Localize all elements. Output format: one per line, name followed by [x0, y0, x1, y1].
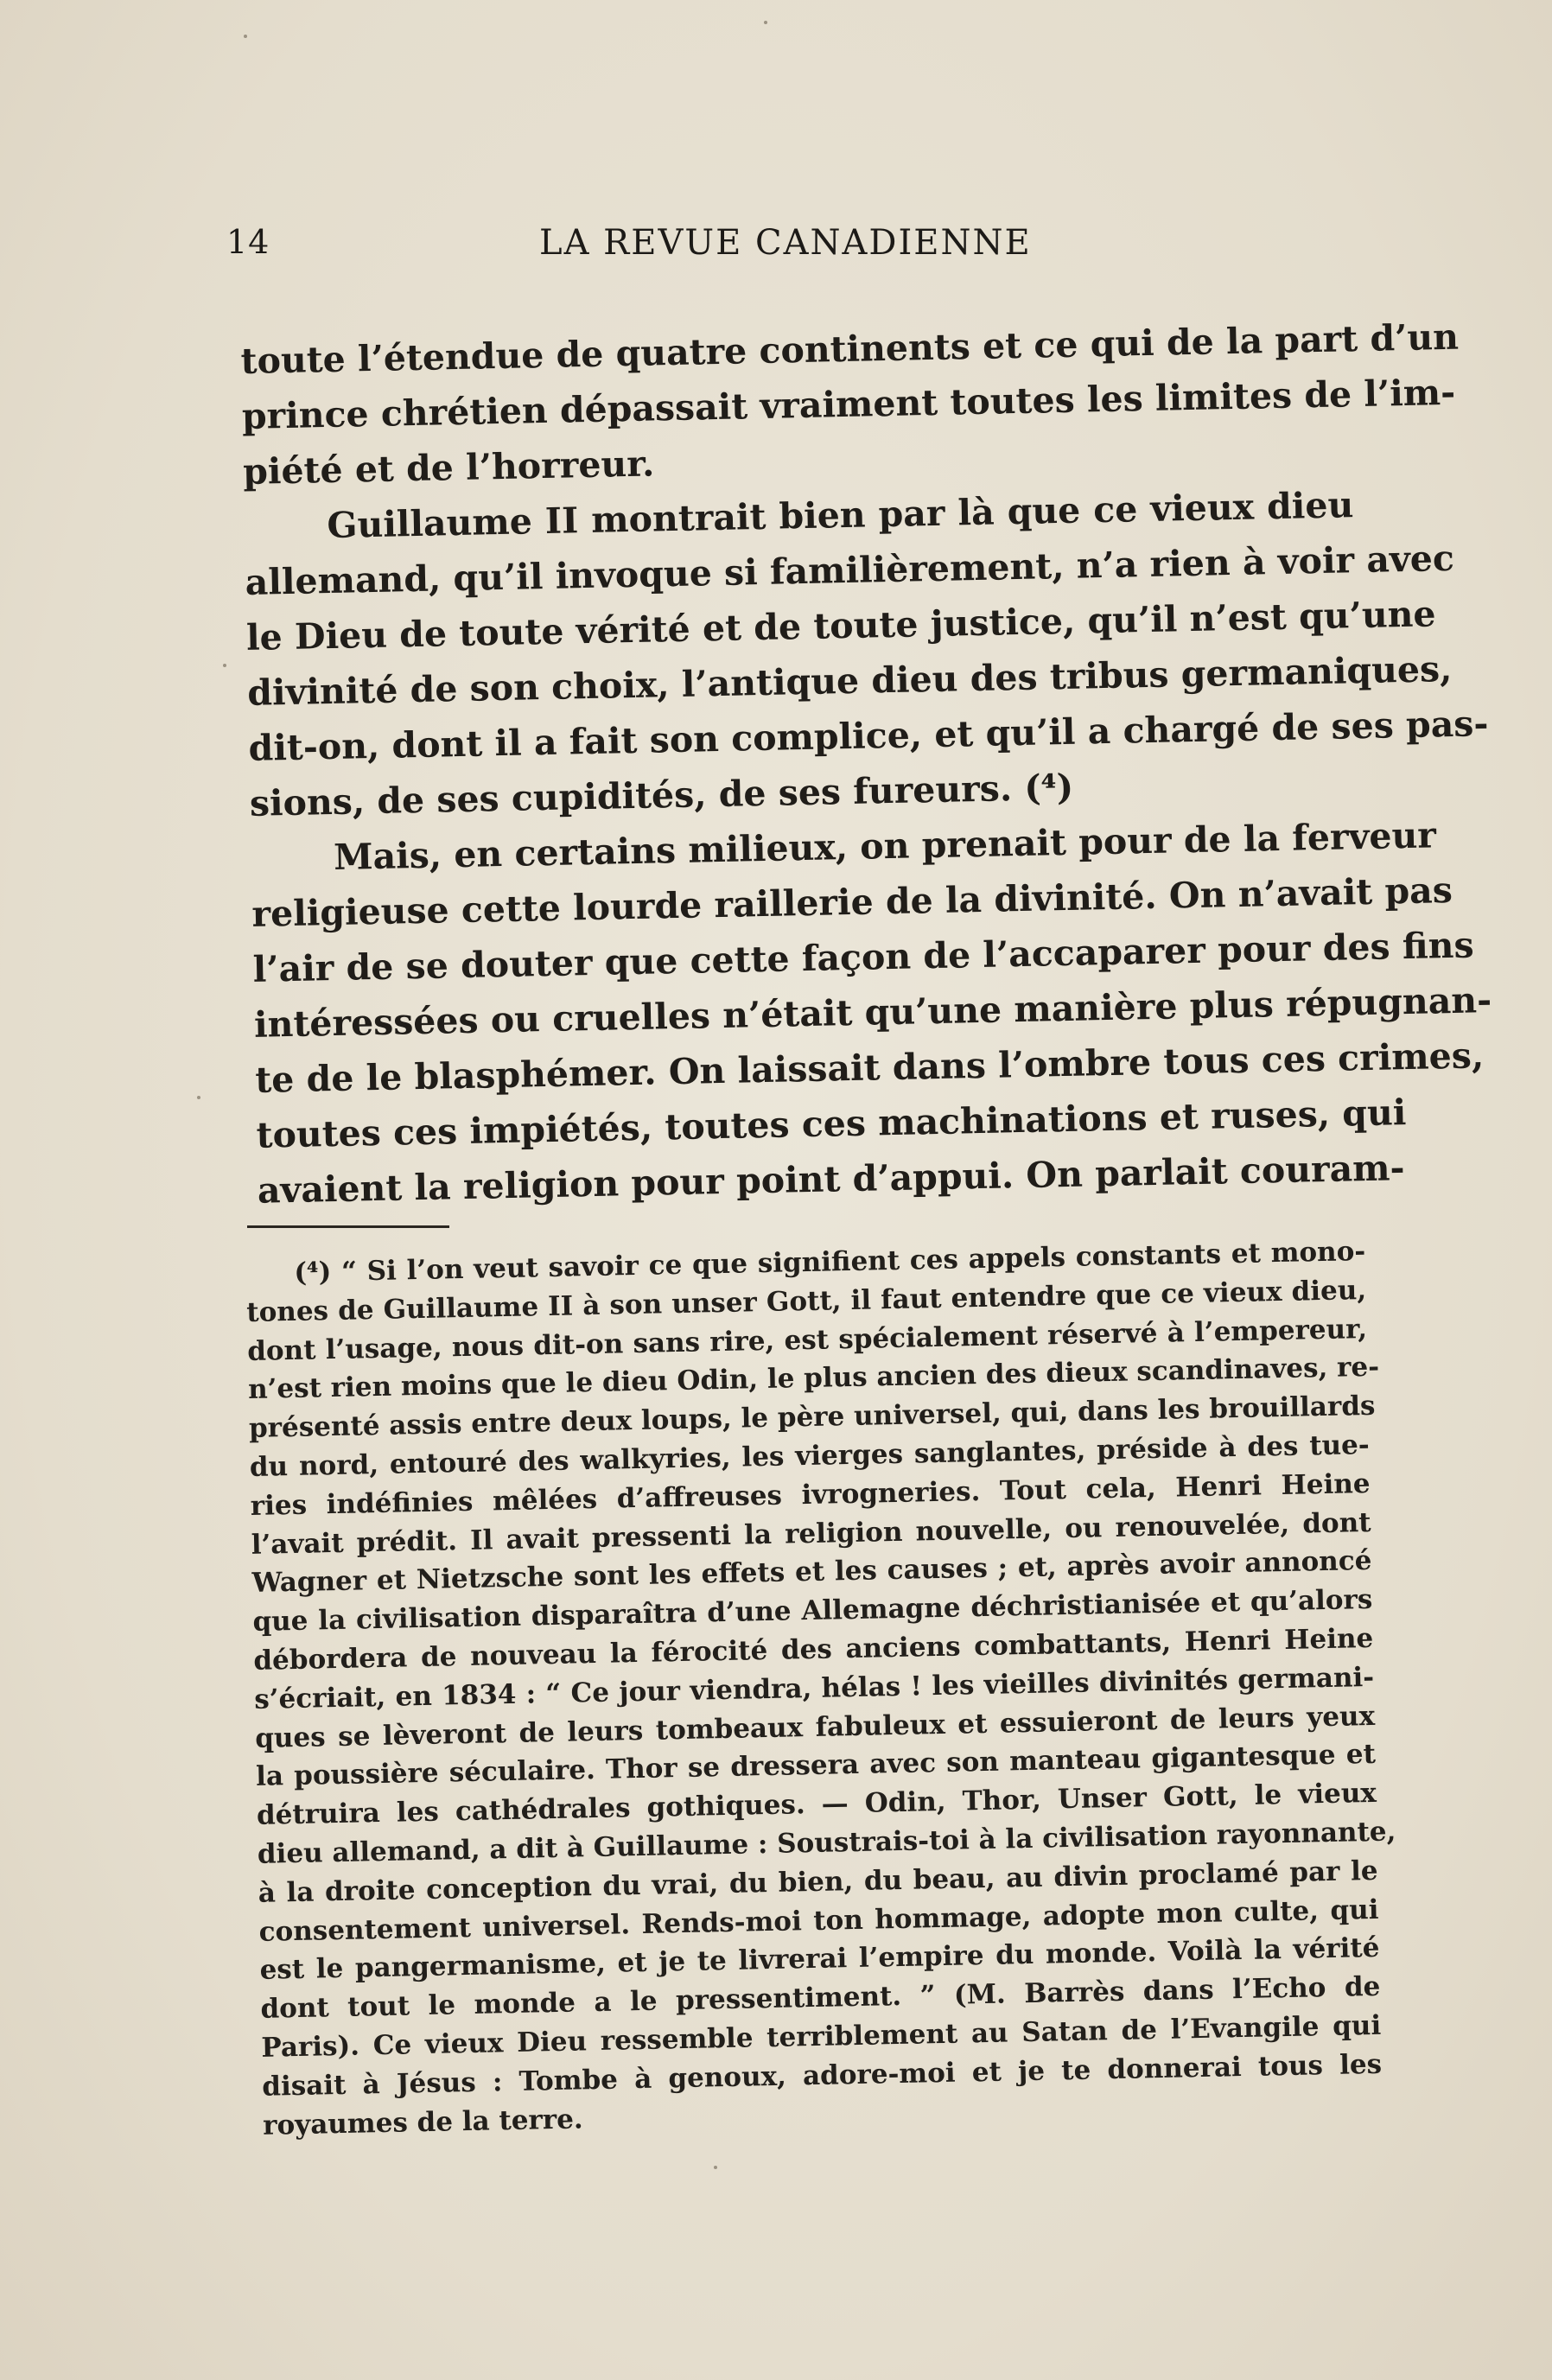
footnote-line: à la droite conception du vrai, du bien, du beau, au divin proclamé par le: [258, 1855, 1378, 1909]
footnote-divider: [247, 1225, 449, 1228]
footnote-line: dieu allemand, a dit à Guillaume : Soustrais-toi à la civilisation rayonnante,: [257, 1816, 1396, 1870]
footnote-line: Wagner et Nietzsche sont les effets et les causes ; et, après avoir annoncé: [251, 1545, 1372, 1600]
body-line: Mais, en certains milieux, on prenait pour de la ferveur: [333, 814, 1437, 878]
body-line: avaient la religion pour point d’appui. On parlait couram-: [257, 1147, 1406, 1212]
footnote-line: consentement universel. Rends-moi ton hommage, adopte mon culte, qui: [258, 1893, 1379, 1948]
paper-speck: [244, 35, 247, 38]
footnote-line: s’écriait, en 1834 : “ Ce jour viendra, hélas ! les vieilles divinités germani-: [253, 1661, 1375, 1715]
body-line: allemand, qu’il invoque si familièrement, n’a rien à voir avec: [245, 537, 1455, 603]
footnote-line: ques se lèveront de leurs tombeaux fabuleux et essuieront de leurs yeux: [254, 1700, 1376, 1754]
footnote-line: disait à Jésus : Tombe à genoux, adore-moi et je te donnerai tous les: [261, 2048, 1383, 2103]
body-line: toutes ces impiétés, toutes ces machinations et ruses, qui: [256, 1091, 1407, 1156]
footnote-line: Paris). Ce vieux Dieu ressemble terriblement au Satan de l’Evangile qui: [261, 2009, 1382, 2064]
footnote-line: l’avait prédit. Il avait pressenti la religion nouvelle, ou renouvelée, dont: [251, 1506, 1371, 1561]
footnote-line: ries indéfinies mêlées d’affreuses ivrogneries. Tout cela, Henri Heine: [250, 1467, 1371, 1522]
footnote-line: présenté assis entre deux loups, le père universel, qui, dans les brouillards: [248, 1390, 1376, 1445]
body-line: sions, de ses cupidités, de ses fureurs. (⁴): [249, 766, 1074, 824]
paper-speck: [764, 21, 767, 24]
footnote-line: tones de Guillaume II à son unser Gott, il faut entendre que ce vieux dieu,: [245, 1274, 1367, 1328]
body-text: [240, 311, 1492, 1219]
footnote-line: la poussière séculaire. Thor se dressera avec son manteau gigantesque et: [255, 1739, 1377, 1793]
body-line: dit-on, dont il a fait son complice, et qu’il a chargé de ses pas-: [248, 703, 1489, 769]
footnote-line: n’est rien moins que le dieu Odin, le plus ancien des dieux scandinaves, re-: [247, 1352, 1380, 1406]
body-line: l’air de se douter que cette façon de l’accaparer pour des fins: [252, 924, 1474, 990]
footnotes: [245, 1232, 1396, 2145]
footnote-line: royaumes de la terre.: [262, 2103, 584, 2141]
footnote-line: du nord, entouré des walkyries, les vierges sanglantes, préside à des tue-: [249, 1429, 1371, 1483]
footnote-line: débordera de nouveau la férocité des anciens combattants, Henri Heine: [253, 1622, 1374, 1677]
body-line: le Dieu de toute vérité et de toute justice, qu’il n’est qu’une: [245, 593, 1436, 659]
body-line: piété et de l’horreur.: [242, 442, 655, 493]
footnote-line: dont l’usage, nous dit-on sans rire, est spécialement réservé à l’empereur,: [246, 1313, 1368, 1367]
paper-speck: [714, 2166, 717, 2169]
footnote-line: est le pangermanisme, et je te livrerai l’empire du monde. Voilà la vérité: [259, 1932, 1380, 1987]
journal-title: LA REVUE CANADIENNE: [539, 223, 1032, 263]
body-line: prince chrétien dépassait vraiment toutes les limites de l’im-: [241, 371, 1456, 437]
page-number: 14: [226, 223, 270, 261]
paper-speck: [223, 664, 226, 667]
body-line: Guillaume II montrait bien par là que ce vieux dieu: [326, 484, 1354, 547]
running-head: [226, 223, 1350, 275]
footnote-line: détruira les cathédrales gothiques. — Odin, Thor, Unser Gott, le vieux: [256, 1778, 1377, 1832]
body-line: divinité de son choix, l’antique dieu des tribus germaniques,: [246, 647, 1453, 714]
paper-speck: [197, 1096, 200, 1099]
footnote-line: (⁴) “ Si l’on veut savoir ce que signifient ces appels constants et mono-: [294, 1235, 1366, 1289]
footnote-line: que la civilisation disparaîtra d’une Allemagne déchristianisée et qu’alors: [252, 1584, 1373, 1639]
body-line: te de le blasphémer. On laissait dans l’ombre tous ces crimes,: [254, 1034, 1485, 1101]
body-line: religieuse cette lourde raillerie de la divinité. On n’avait pas: [251, 869, 1453, 935]
body-line: intéressées ou cruelles n’était qu’une manière plus répugnan-: [253, 979, 1492, 1046]
footnote-line: dont tout le monde a le pressentiment. ” (M. Barrès dans l’Echo de: [260, 1970, 1381, 2025]
body-line: toute l’étendue de quatre continents et ce qui de la part d’un: [240, 315, 1460, 382]
